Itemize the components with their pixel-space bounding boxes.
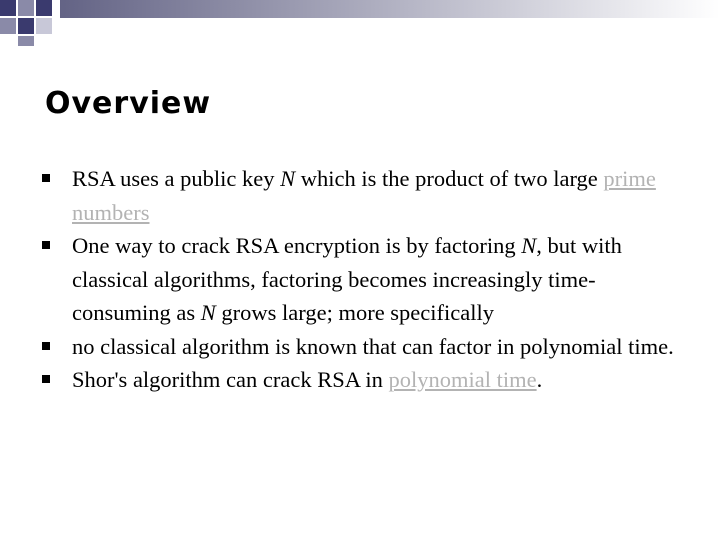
square-bullet-icon <box>42 375 50 383</box>
header-decoration-bar <box>0 0 720 46</box>
bullet-text: RSA uses a public key <box>72 166 281 191</box>
bullet-item <box>42 162 692 229</box>
bullet-text: which is the product of two large <box>295 166 604 191</box>
bullet-text: grows large; more specifically <box>215 300 495 325</box>
hyperlink[interactable]: prime numbers <box>72 166 656 225</box>
square-bullet-icon <box>42 174 50 182</box>
bullet-text: no classical algorithm is known that can factor in polynomial time. <box>72 333 674 359</box>
bullet-item <box>42 363 692 397</box>
bullet-text: . <box>536 367 543 392</box>
square-bullet-icon <box>42 342 50 350</box>
variable-text: N <box>200 300 216 325</box>
bullet-list <box>42 162 692 397</box>
hyperlink[interactable]: polynomial time <box>388 367 537 392</box>
bullet-text: , but with classical algorithms, factoring becomes increasingly time-consuming as <box>72 233 622 325</box>
variable-text: N <box>521 233 537 258</box>
bullet-text: One way to crack RSA encryption is by factoring <box>72 233 522 258</box>
variable-text: N <box>280 166 296 191</box>
square-bullet-icon <box>42 241 50 249</box>
bullet-item <box>42 330 692 364</box>
header-decoration-squares <box>0 0 60 46</box>
bullet-item <box>42 229 692 330</box>
bullet-text: Shor's algorithm can crack RSA in <box>72 367 389 392</box>
slide-title: Overview <box>45 86 212 121</box>
